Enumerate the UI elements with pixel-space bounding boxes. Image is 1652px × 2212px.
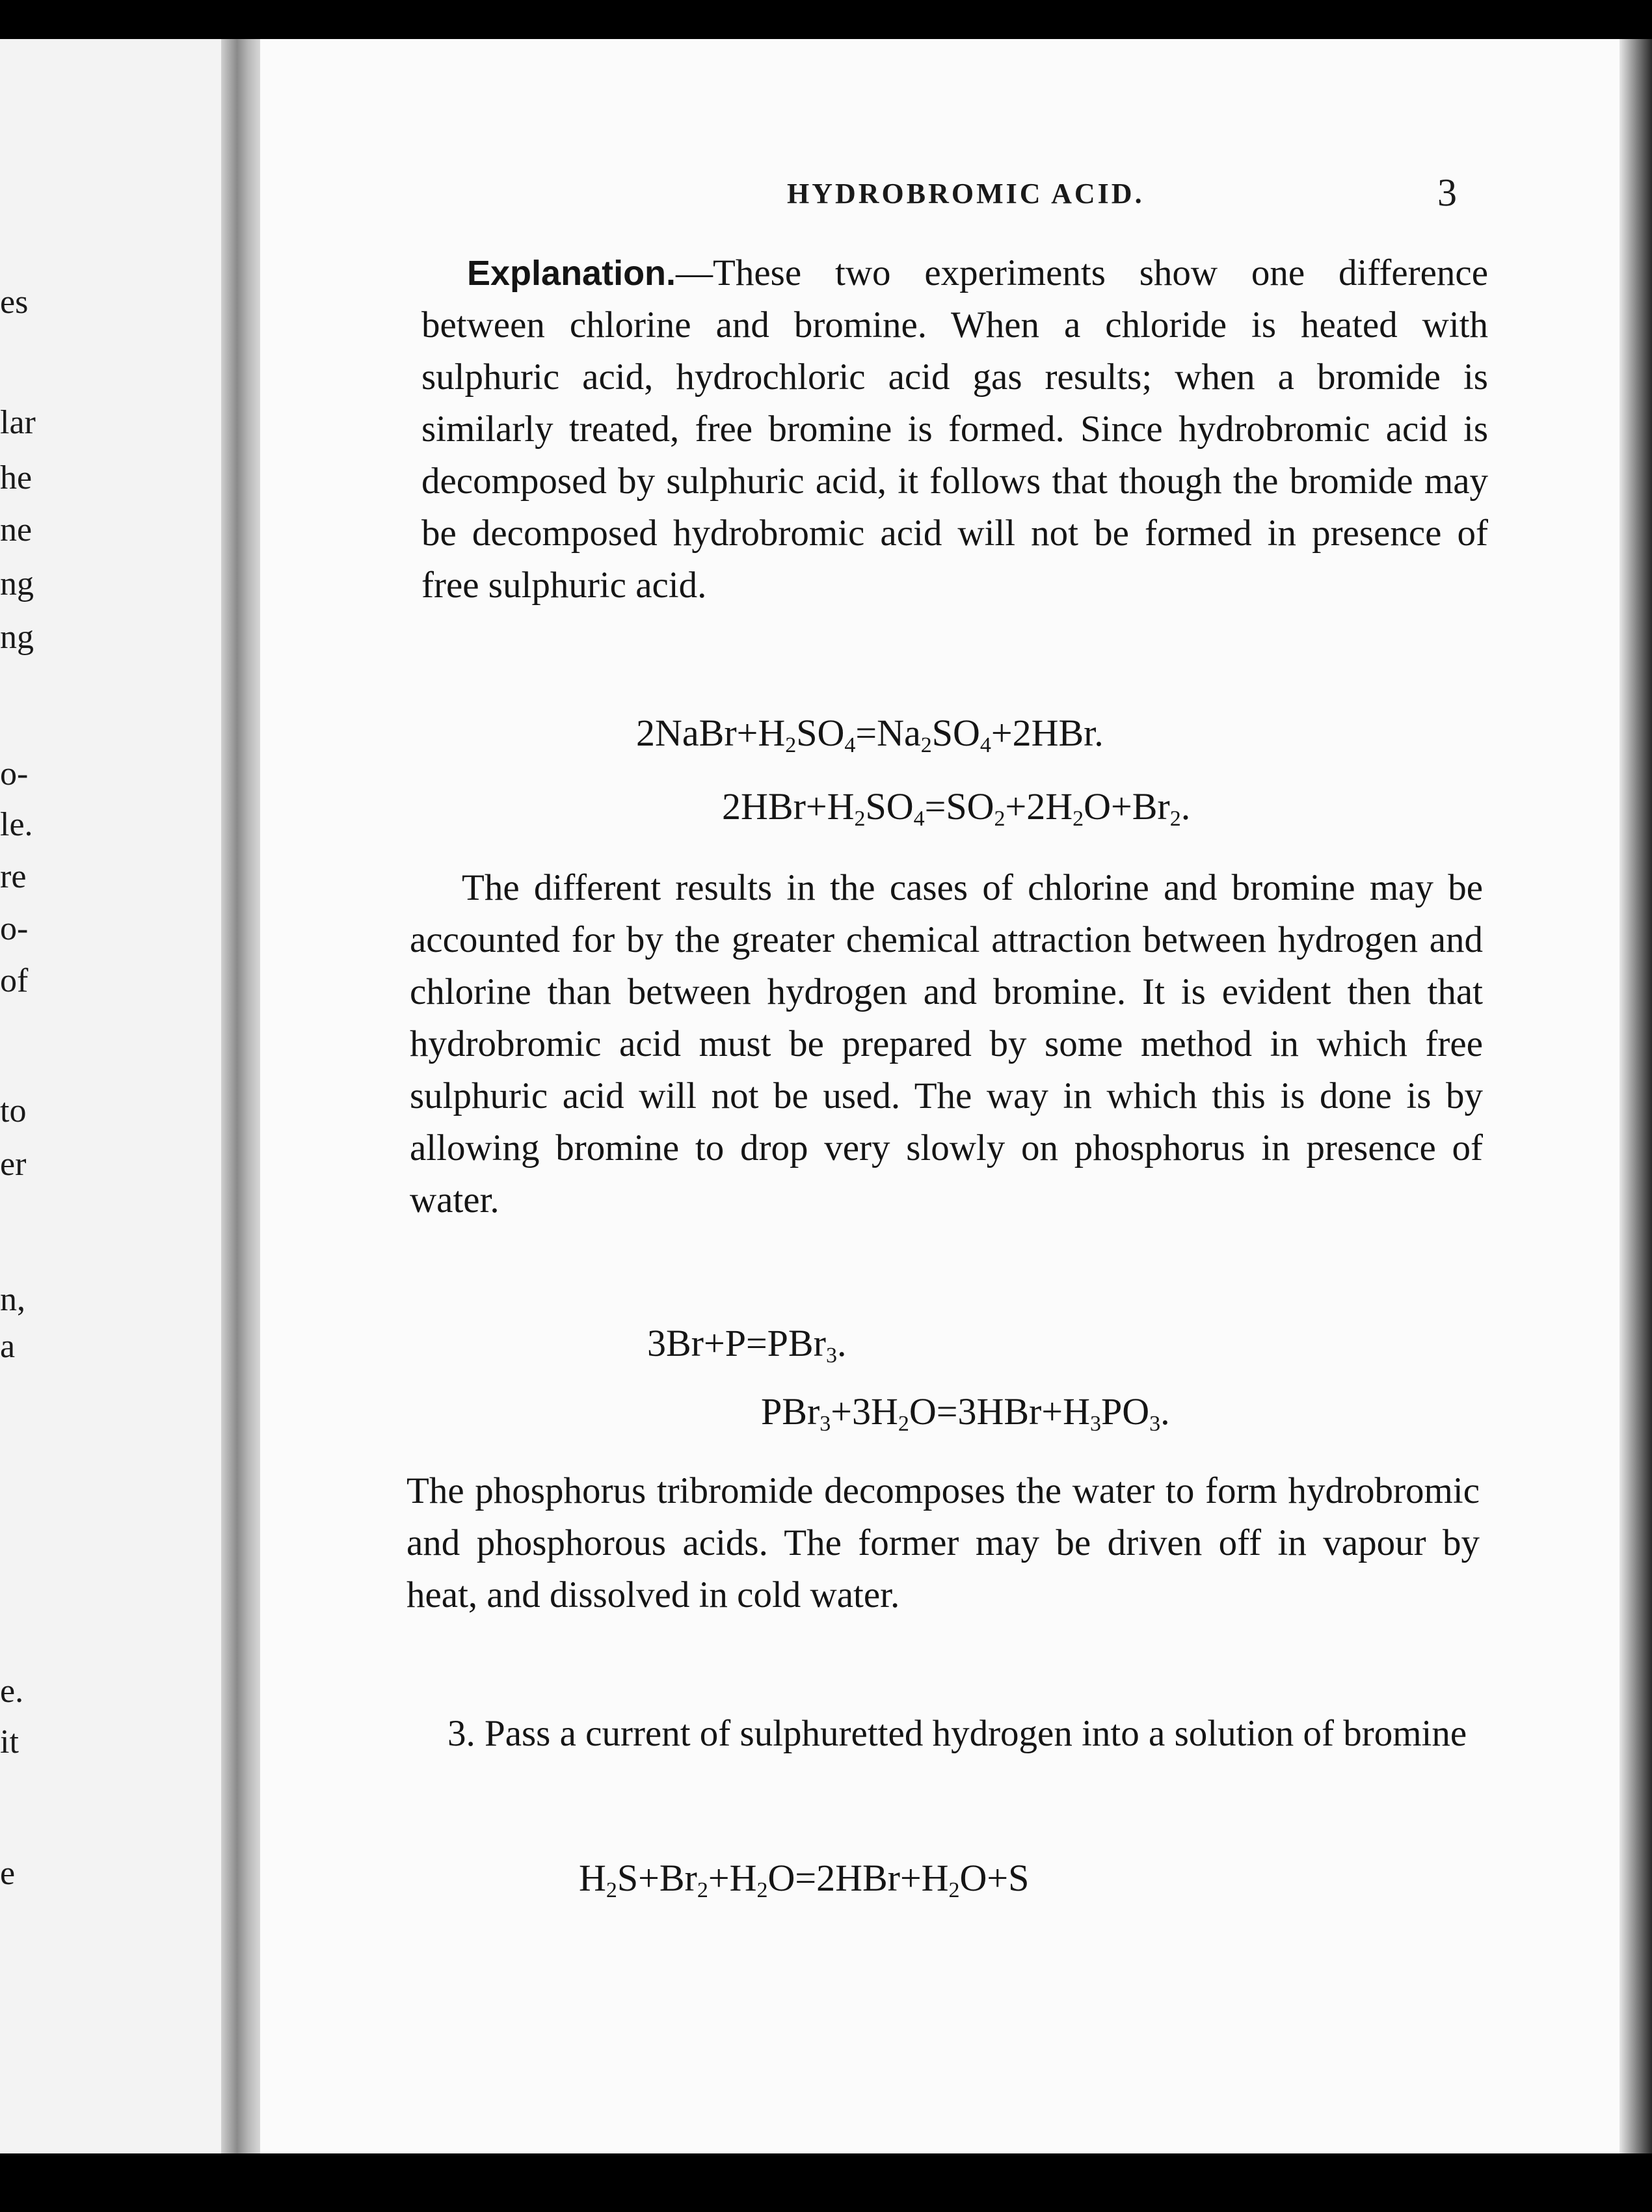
equation [722, 784, 1190, 830]
paragraph-3: The phosphorus tribromide decomposes the water to form hydrobromic and phosphorous acids. The former may be driven off in vapour by heat, and dissolved in cold water. [406, 1470, 1480, 1615]
equation-term: H [579, 1857, 606, 1899]
equation-subscript: 3 [825, 1343, 837, 1368]
equation-subscript: 3 [819, 1412, 831, 1436]
facing-page-fragment: lar [0, 404, 36, 441]
equation-term: SO [796, 712, 845, 754]
equation-subscript: 3 [1089, 1412, 1101, 1436]
equation-subscript: 2 [697, 1878, 708, 1902]
facing-page-fragment: re [0, 858, 27, 895]
equation-subscript: 2 [854, 807, 866, 831]
facing-page-fragment: n, [0, 1281, 25, 1318]
facing-page-fragment: e. [0, 1673, 24, 1710]
facing-page-fragment: a [0, 1328, 16, 1365]
equation-subscript: 2 [920, 733, 932, 757]
equation-term: O+S [959, 1857, 1030, 1899]
equation-term: O=2HBr+H [767, 1857, 949, 1899]
equation-term: . [1160, 1390, 1170, 1433]
equation [647, 1321, 846, 1366]
equation-term: S+Br [617, 1857, 697, 1899]
equation-subscript: 2 [898, 1412, 909, 1436]
equation-subscript: 2 [994, 807, 1006, 831]
equation-term: O=3HBr+H [909, 1390, 1090, 1433]
equation-term: 2NaBr+H [636, 712, 786, 754]
equation-term: +H [708, 1857, 757, 1899]
equation-subscript: 2 [1072, 807, 1084, 831]
equation-term: SO [865, 785, 914, 828]
equation-term: O+Br [1084, 785, 1170, 828]
equation-term: +2H [1005, 785, 1073, 828]
equation-subscript: 2 [785, 733, 797, 757]
equation-term: SO [931, 712, 980, 754]
equation-term: 3Br+P=PBr [647, 1322, 826, 1364]
item-3-paragraph: 3. Pass a current of sulphuretted hydrogen into a solution of bromine [447, 1713, 1467, 1754]
equation-term: . [1180, 785, 1191, 828]
facing-page-fragment: es [0, 284, 29, 321]
equation-subscript: 2 [756, 1878, 768, 1902]
facing-page-fragment: o- [0, 755, 29, 792]
equation-subscript: 2 [1169, 807, 1181, 831]
facing-page-fragment: to [0, 1092, 27, 1129]
facing-page-fragment: ng [0, 619, 34, 656]
equation [636, 710, 1104, 756]
equation-subscript: 4 [913, 807, 925, 831]
facing-page-fragment: le. [0, 806, 33, 843]
equation-term: PO [1100, 1390, 1150, 1433]
equation-term: . [836, 1322, 847, 1364]
equation-subscript: 4 [844, 733, 856, 757]
page-edge-shadow [1619, 39, 1652, 2153]
equation-subscript: 2 [948, 1878, 960, 1902]
facing-page-fragment: it [0, 1723, 19, 1760]
facing-page-fragment: ne [0, 511, 33, 548]
scan-border-top [0, 0, 1652, 39]
page-number: 3 [1437, 171, 1457, 214]
explanation-text: —These two experiments show one difference between chlorine and bromine. When a chloride is heated with sulphuric acid, hydrochloric acid gas results; when a bromide is similarly treated, free bromine is formed. Since hydrobromic acid is decomposed by sulphuric acid, it follows that though the bromide may be decomposed hydrobromic acid will not be formed in presence of free sulphuric acid. [421, 252, 1488, 606]
facing-page-fragment: e [0, 1855, 16, 1892]
facing-page-fragment: he [0, 459, 33, 496]
facing-page-edge [0, 39, 241, 2153]
equation-term: +2HBr. [991, 712, 1104, 754]
facing-page-fragment: er [0, 1146, 27, 1183]
scan-border-bottom [0, 2153, 1652, 2212]
equation [579, 1855, 1029, 1901]
equation-subscript: 2 [606, 1878, 617, 1902]
facing-page-fragment: o- [0, 910, 29, 947]
equation-term: =SO [924, 785, 994, 828]
equation-term: =Na [855, 712, 921, 754]
facing-page-fragment: of [0, 962, 29, 999]
equation-term: PBr [761, 1390, 820, 1433]
equation-subscript: 3 [1149, 1412, 1161, 1436]
equation-term: 2HBr+H [722, 785, 855, 828]
equation [761, 1389, 1170, 1435]
equation-term: +3H [831, 1390, 898, 1433]
paragraph-2: The different results in the cases of chlorine and bromine may be accounted for by the greater chemical attraction between hydrogen and chlorine than between hydrogen and bromine. It is evident then that hydrobromic acid must be prepared by some method in which free sulphuric acid will not be used. The way in which this is done is by allowing bromine to drop very slowly on phosphorus in presence of water. [410, 867, 1483, 1221]
facing-page-fragment: ng [0, 565, 34, 602]
running-header: HYDROBROMIC ACID. [787, 178, 1145, 209]
explanation-paragraph [421, 247, 1488, 612]
explanation-lead: Explanation. [467, 254, 676, 293]
equation-subscript: 4 [979, 733, 991, 757]
